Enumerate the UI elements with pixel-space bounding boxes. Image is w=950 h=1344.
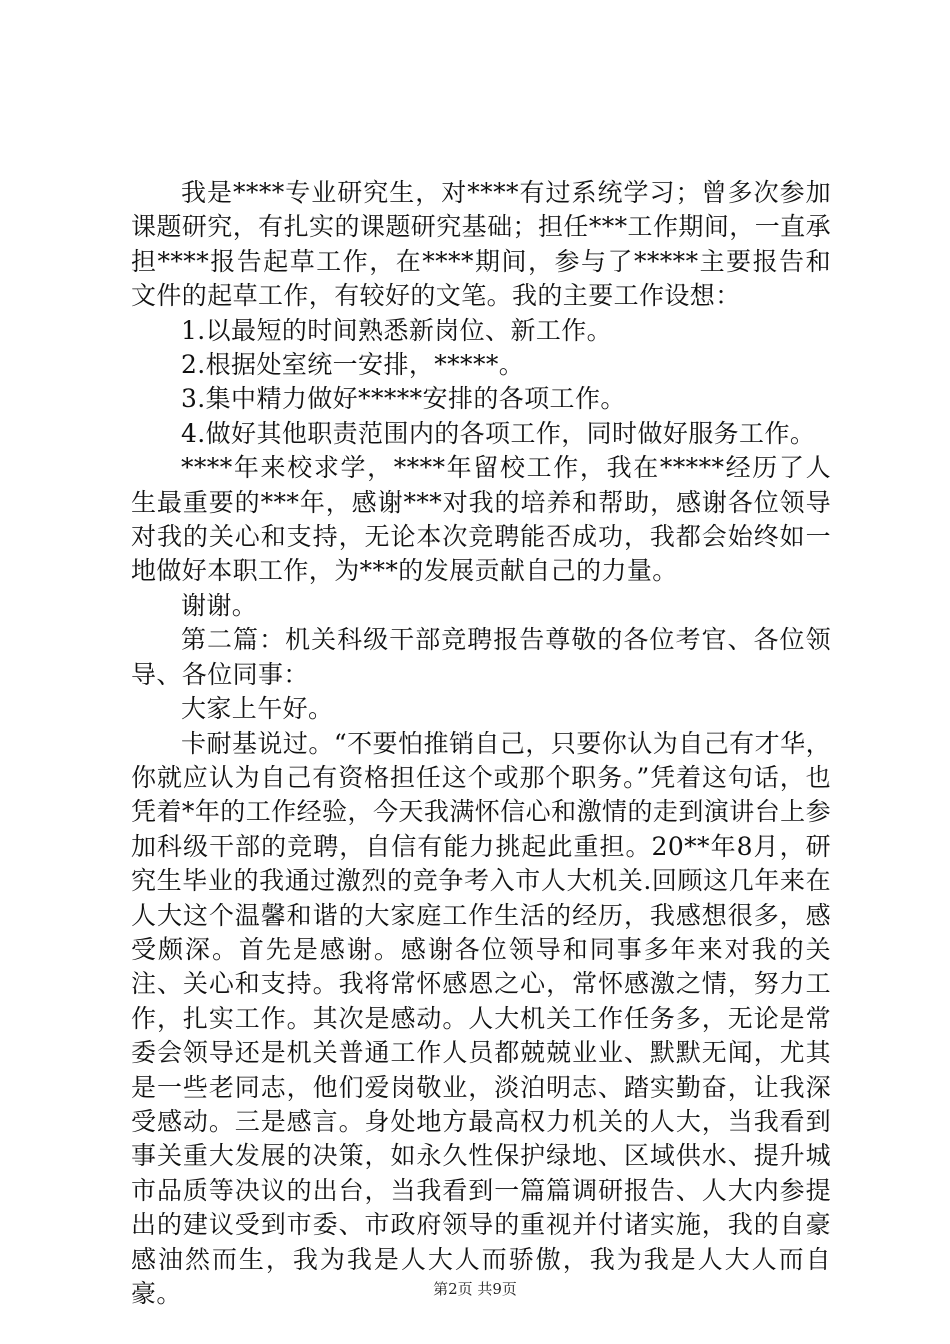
paragraph-closing: ****年来校求学，****年留校工作，我在*****经历了人生最重要的***年，感谢***对我的培养和帮助，感谢各位领导对我的关心和支持，无论本次竞聘能否成功，我都会始终如一地做好本职工作，为***的发展贡献自己的力量。 <box>131 453 831 586</box>
document-body <box>131 176 831 1311</box>
paragraph-thanks: 谢谢。 <box>181 590 258 620</box>
paragraph-plan-2: 2.根据处室统一安排，*****。 <box>181 350 525 380</box>
paragraph-intro: 我是****专业研究生，对****有过系统学习；曾多次参加课题研究，有扎实的课题研究基础；担任***工作期间，一直承担****报告起草工作，在****期间，参与了*****主要报告和文件的起草工作，有较好的文笔。我的主要工作设想： <box>131 178 831 311</box>
paragraph-plan-4: 4.做好其他职责范围内的各项工作，同时做好服务工作。 <box>181 418 816 448</box>
paragraph-main-body: 卡耐基说过。“不要怕推销自己，只要你认为自己有才华，你就应认为自己有资格担任这个或那个职务。”凭着这句话，也凭着*年的工作经验，今天我满怀信心和激情的走到演讲台上参加科级干部的竞聘，自信有能力挑起此重担。20**年8月，研究生毕业的我通过激烈的竞争考入市人大机关.回顾这几年来在人大这个温馨和谐的大家庭工作生活的经历，我感想很多，感受颇深。首先是感谢。感谢各位领导和同事多年来对我的关注、关心和支持。我将常怀感恩之心，常怀感激之情，努力工作，扎实工作。其次是感动。人大机关工作任务多，无论是常委会领导还是机关普通工作人员都兢兢业业、默默无闻，尤其是一些老同志，他们爱岗敬业，淡泊明志、踏实勤奋，让我深受感动。三是感言。身处地方最高权力机关的人大，当我看到事关重大发展的决策，如永久性保护绿地、区域供水、提升城市品质等决议的出台，当我看到一篇篇调研报告、人大内参提出的建议受到市委、市政府领导的重视并付诸实施，我的自豪感油然而生，我为我是人大人而骄傲，我为我是人大人而自豪。 <box>131 728 831 1308</box>
paragraph-section-title: 第二篇：机关科级干部竞聘报告尊敬的各位考官、各位领导、各位同事： <box>131 625 831 689</box>
paragraph-plan-3: 3.集中精力做好*****安排的各项工作。 <box>181 384 626 414</box>
paragraph-greeting: 大家上午好。 <box>181 694 334 724</box>
paragraph-plan-1: 1.以最短的时间熟悉新岗位、新工作。 <box>181 315 613 345</box>
page-footer: 第2页 共9页 <box>433 1280 517 1298</box>
